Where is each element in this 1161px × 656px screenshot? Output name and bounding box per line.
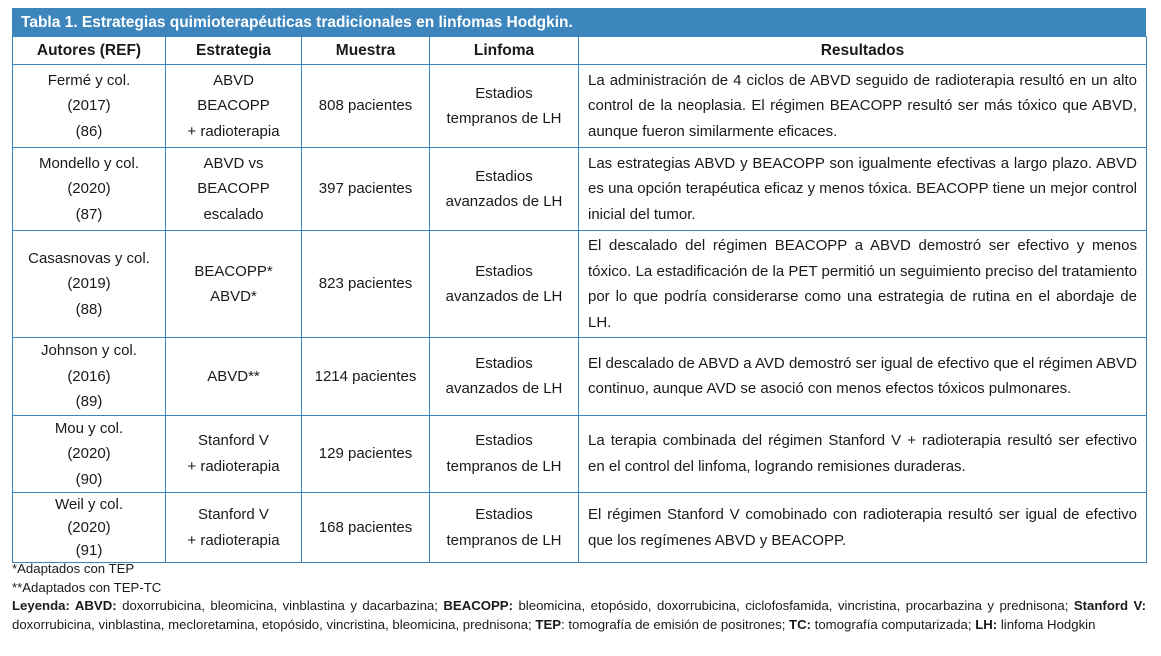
author-ref: (90) [75,470,103,488]
footnote-tep: *Adaptados con TEP [12,561,135,576]
lymphoma-line: Estadios [475,262,533,280]
author-name: Weil y col. [54,496,124,513]
lymphoma-line: avanzados de LH [445,288,563,305]
results-cell: El descalado de ABVD a AVD demostró ser igual de efectivo que el régimen ABVD continuo, aunque AVD se asoció con menos efectos tóxicos pulmonares. [579,338,1147,416]
sample-cell: 168 pacientes [302,493,430,563]
author-year: (2019) [67,275,111,293]
lymphoma-cell [430,65,579,148]
table-row [13,65,1147,148]
author-year: (2020) [67,180,111,198]
strategy-cell [166,415,302,493]
lymphoma-cell [430,148,579,231]
sample-cell: 129 pacientes [302,415,430,493]
table-row [13,231,1147,338]
author-year: (2020) [67,519,111,536]
strategy-line: + radioterapia [187,457,280,475]
table-title: Tabla 1. Estrategias quimioterapéuticas tradicionales en linfomas Hodgkin. [12,8,1146,36]
sample-cell: 823 pacientes [302,231,430,338]
author-name: Mou y col. [54,419,124,437]
legend [12,597,1146,634]
author-name: Fermé y col. [47,71,131,89]
author-ref: (88) [75,300,103,318]
author-cell [13,415,166,493]
legend-definition: linfoma Hodgkin [997,616,1096,632]
lymphoma-line: Estadios [475,354,533,372]
table-wrapper [12,8,1146,563]
legend-definition: bleomicina, etopósido, doxorrubicina, ciclofosfamida, vincristina, procarbazina y prednisona; [513,598,1074,613]
legend-definition: doxorrubicina, vinblastina, mecloretamina, etopósido, vincristina, bleomicina, prednisona; [12,616,536,632]
lymphoma-line: Estadios [475,167,533,185]
strategy-line: BEACOPP [197,97,270,115]
strategy-cell [166,338,302,416]
lymphoma-line: tempranos de LH [446,457,562,475]
strategy-line: escalado [203,205,264,223]
author-ref: (91) [75,542,103,559]
author-name: Johnson y col. [41,342,137,359]
legend-definition: doxorrubicina, bleomicina, vinblastina y dacarbazina; [116,598,444,613]
strategies-table [12,36,1147,563]
results-cell: El descalado del régimen BEACOPP a ABVD demostró ser efectivo y menos tóxico. La estadificación de la PET permitió un seguimiento preciso del tratamiento por lo que podría considerarse como una estrategia de rutina en el abordaje de LH. [579,231,1147,338]
strategy-line: ABVD* [210,288,257,305]
author-cell [13,338,166,416]
legend-term: Leyenda: ABVD: [12,598,117,613]
legend-term: TC: [789,616,812,632]
col-header-strategy: Estrategia [166,37,302,65]
strategy-line: BEACOPP* [194,262,273,280]
results-cell: El régimen Stanford V comobinado con radioterapia resultó ser igual de efectivo que los regímenes ABVD y BEACOPP. [579,493,1147,563]
author-cell [13,493,166,563]
lymphoma-line: avanzados de LH [445,380,563,398]
legend-term: LH: [975,616,998,632]
header-row [13,37,1147,65]
col-header-results: Resultados [579,37,1147,65]
footnote-tep-tc: **Adaptados con TEP-TC [12,579,162,595]
table-row [13,493,1147,563]
author-ref: (86) [75,122,103,140]
lymphoma-cell [430,415,579,493]
strategy-cell [166,231,302,338]
author-year: (2016) [67,367,111,385]
lymphoma-line: Estadios [475,84,533,102]
strategy-line: ABVD** [207,367,260,385]
strategy-line: Stanford V [198,506,269,523]
legend-definition: tomografía computarizada; [811,616,976,632]
lymphoma-line: tempranos de LH [446,531,562,549]
strategy-line: BEACOPP [197,180,270,198]
table-row [13,148,1147,231]
strategy-cell [166,65,302,148]
table-footnotes [12,560,1146,634]
lymphoma-line: avanzados de LH [445,193,563,210]
legend-term: Stanford V: [1073,598,1146,613]
lymphoma-cell [430,493,579,563]
author-ref: (89) [75,393,103,410]
strategy-cell [166,493,302,563]
col-header-sample: Muestra [302,37,430,65]
strategy-line: Stanford V [198,432,269,450]
sample-cell: 397 pacientes [302,148,430,231]
results-cell: Las estrategias ABVD y BEACOPP son igualmente efectivas a largo plazo. ABVD es una opción terapéutica eficaz y menos tóxica. BEACOPP tiene un mejor control inicial del tumor. [579,148,1147,231]
sample-cell: 1214 pacientes [302,338,430,416]
legend-definition: : tomografía de emisión de positrones; [561,616,790,632]
strategy-cell [166,148,302,231]
author-year: (2017) [67,97,111,115]
lymphoma-line: Estadios [475,506,533,523]
results-cell: La administración de 4 ciclos de ABVD seguido de radioterapia resultó en un alto control de la neoplasia. El régimen BEACOPP resultó ser más tóxico que ABVD, aunque fueron similarmente eficaces. [579,65,1147,148]
strategy-line: + radioterapia [187,531,280,549]
results-cell: La terapia combinada del régimen Stanford V + radioterapia resultó ser efectivo en el control del linfoma, logrando remisiones duraderas. [579,415,1147,493]
author-cell [13,65,166,148]
strategy-line: ABVD vs [203,154,264,172]
author-cell [13,148,166,231]
col-header-authors: Autores (REF) [13,37,166,65]
author-ref: (87) [75,205,103,223]
author-name: Mondello y col. [38,154,140,172]
legend-term: TEP [535,616,562,632]
author-name: Casasnovas y col. [28,249,150,267]
table-row [13,338,1147,416]
author-cell [13,231,166,338]
legend-term: BEACOPP: [443,598,513,613]
lymphoma-line: tempranos de LH [446,110,562,127]
table-row [13,415,1147,493]
strategy-line: + radioterapia [187,122,280,140]
lymphoma-cell [430,338,579,416]
col-header-lymphoma: Linfoma [430,37,579,65]
lymphoma-cell [430,231,579,338]
strategy-line: ABVD [213,71,254,89]
author-year: (2020) [67,445,111,462]
lymphoma-line: Estadios [475,432,533,450]
sample-cell: 808 pacientes [302,65,430,148]
